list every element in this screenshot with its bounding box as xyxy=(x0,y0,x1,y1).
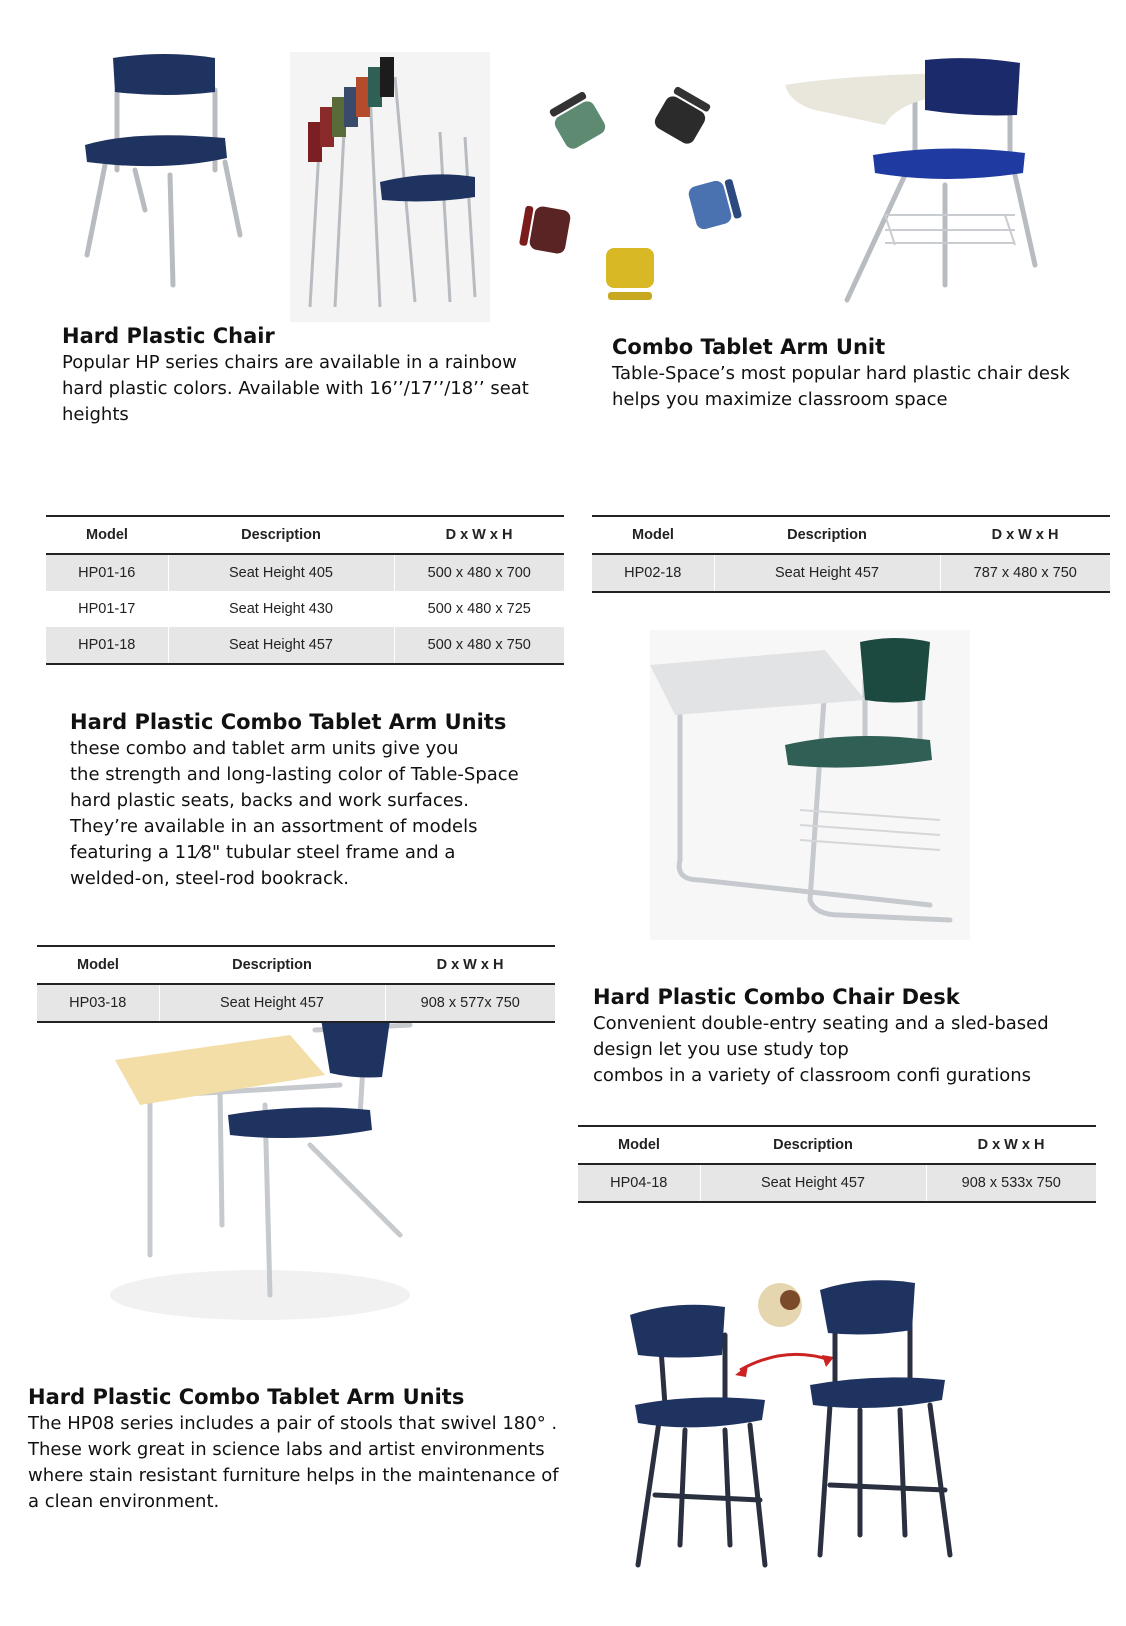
description-line: where stain resistant furniture helps in the maintenance of xyxy=(28,1465,559,1486)
combo-tablet-image xyxy=(785,55,1055,315)
spec-table-hp04 xyxy=(578,1125,1096,1203)
header-description: Description xyxy=(714,516,940,554)
combo-tablet-section xyxy=(612,333,1070,413)
color-chairs-image xyxy=(520,80,760,310)
cell-dims: 787 x 480 x 750 xyxy=(940,554,1110,592)
section-description xyxy=(62,350,529,428)
cell-model: HP04-18 xyxy=(578,1164,700,1202)
header-dims: D x W x H xyxy=(385,946,555,984)
cell-description: Seat Height 457 xyxy=(714,554,940,592)
description-line: a clean environment. xyxy=(28,1491,220,1512)
cell-description: Seat Height 405 xyxy=(168,554,394,591)
cell-model: HP01-18 xyxy=(46,627,168,664)
table-header-row xyxy=(46,516,564,554)
description-line: the strength and long-lasting color of Table-Space xyxy=(70,764,519,785)
cell-dims: 500 x 480 x 750 xyxy=(394,627,564,664)
header-model: Model xyxy=(46,516,168,554)
section-description xyxy=(28,1411,559,1515)
header-model: Model xyxy=(37,946,159,984)
cell-model: HP02-18 xyxy=(592,554,714,592)
stacked-chairs-image xyxy=(290,52,490,322)
table-header-row xyxy=(592,516,1110,554)
cell-model: HP03-18 xyxy=(37,984,159,1022)
description-line: welded-on, steel-rod bookrack. xyxy=(70,868,350,889)
section-description xyxy=(612,361,1070,413)
section-title: Combo Tablet Arm Unit xyxy=(612,335,886,359)
description-line: They’re available in an assortment of models xyxy=(70,816,478,837)
table-header-row xyxy=(37,946,555,984)
spec-table-hp03 xyxy=(37,945,555,1023)
description-line: featuring a 11⁄8" tubular steel frame and a xyxy=(70,842,456,863)
header-dims: D x W x H xyxy=(926,1126,1096,1164)
header-description: Description xyxy=(159,946,385,984)
cell-dims: 500 x 480 x 700 xyxy=(394,554,564,591)
description-line: helps you maximize classroom space xyxy=(612,389,948,410)
section-title: Hard Plastic Combo Tablet Arm Units xyxy=(28,1385,465,1409)
section-title: Hard Plastic Combo Chair Desk xyxy=(593,985,960,1009)
header-model: Model xyxy=(578,1126,700,1164)
cell-description: Seat Height 457 xyxy=(700,1164,926,1202)
description-line: These work great in science labs and artist environments xyxy=(28,1439,545,1460)
table-header-row xyxy=(578,1126,1096,1164)
table-row xyxy=(46,627,564,664)
hp-chair-section xyxy=(62,322,529,428)
swivel-stools-image xyxy=(630,1275,1010,1575)
table-row xyxy=(592,554,1110,592)
section-description xyxy=(70,736,519,892)
header-dims: D x W x H xyxy=(940,516,1110,554)
combo-chair-desk-image xyxy=(650,630,970,940)
cell-description: Seat Height 457 xyxy=(168,627,394,664)
header-model: Model xyxy=(592,516,714,554)
header-dims: D x W x H xyxy=(394,516,564,554)
spec-table-hp01 xyxy=(46,515,564,665)
cell-model: HP01-16 xyxy=(46,554,168,591)
hp-chair-image xyxy=(75,50,255,300)
cell-dims: 500 x 480 x 725 xyxy=(394,591,564,627)
description-line: hard plastic colors. Available with 16’’/17’’/18’’ seat xyxy=(62,378,529,399)
spec-table-hp02 xyxy=(592,515,1110,593)
logo-badge xyxy=(758,1283,802,1327)
hp-chair-desk-section xyxy=(593,983,1049,1089)
description-line: combos in a variety of classroom confi gurations xyxy=(593,1065,1031,1086)
header-description: Description xyxy=(168,516,394,554)
description-line: design let you use study top xyxy=(593,1039,849,1060)
description-line: hard plastic seats, backs and work surfaces. xyxy=(70,790,469,811)
header-description: Description xyxy=(700,1126,926,1164)
table-row xyxy=(37,984,555,1022)
hp-combo-arm-section xyxy=(70,708,519,892)
cell-dims: 908 x 577x 750 xyxy=(385,984,555,1022)
tablet-arm-desk-image xyxy=(110,1005,420,1325)
cell-dims: 908 x 533x 750 xyxy=(926,1164,1096,1202)
table-row xyxy=(578,1164,1096,1202)
cell-description: Seat Height 430 xyxy=(168,591,394,627)
description-line: these combo and tablet arm units give you xyxy=(70,738,459,759)
description-line: Popular HP series chairs are available in a rainbow xyxy=(62,352,517,373)
cell-description: Seat Height 457 xyxy=(159,984,385,1022)
section-title: Hard Plastic Chair xyxy=(62,324,275,348)
table-row xyxy=(46,591,564,627)
description-line: Table-Space’s most popular hard plastic chair desk xyxy=(612,363,1070,384)
section-description xyxy=(593,1011,1049,1089)
hp08-section xyxy=(28,1383,559,1515)
table-row xyxy=(46,554,564,591)
cell-model: HP01-17 xyxy=(78,601,136,617)
description-line: heights xyxy=(62,404,129,425)
section-title: Hard Plastic Combo Tablet Arm Units xyxy=(70,710,507,734)
description-line: The HP08 series includes a pair of stools that swivel 180° . xyxy=(28,1413,558,1434)
description-line: Convenient double-entry seating and a sled-based xyxy=(593,1013,1049,1034)
